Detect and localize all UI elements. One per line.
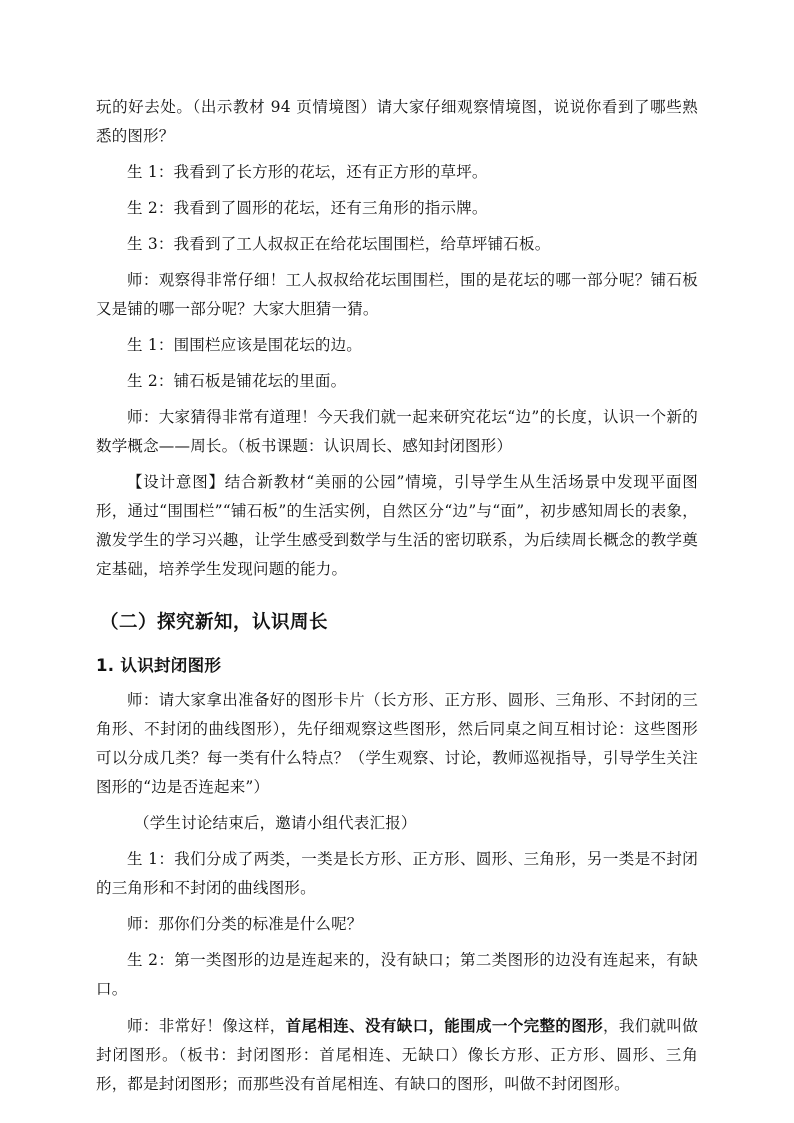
paragraph-teacher-cards: 师：请大家拿出准备好的图形卡片（长方形、正方形、圆形、三角形、不封闭的三角形、不封闭的曲线图形），先仔细观察这些图形，然后同桌之间互相讨论：这些图形可以分成几类？每一类有什么特点？（学生观察、讨论，教师巡视指导，引导学生关注图形的“边是否连起来”）	[96, 691, 698, 796]
paragraph-student-answer-1: 生 1：围围栏应该是围花坛的边。	[127, 336, 362, 354]
definition-bold-text: 首尾相连、没有缺口，能围成一个完整的图形	[285, 1016, 603, 1035]
paragraph-teacher-definition	[96, 1011, 698, 1099]
paragraph-teacher-question: 师：观察得非常仔细！工人叔叔给花坛围围栏，围的是花坛的哪一部分呢？铺石板又是铺的哪一部分呢？大家大胆猜一猜。	[96, 271, 698, 318]
subsection-heading: 1. 认识封闭图形	[96, 656, 222, 675]
paragraph-design-intent: 【设计意图】结合新教材“美丽的公园”情境，引导学生从生活场景中发现平面图形，通过“围围栏”“铺石板”的生活实例，自然区分“边”与“面”，初步感知周长的表象，激发学生的学习兴趣，让学生感受到数学与生活的密切联系，为后续周长概念的教学奠定基础，培养学生发现问题的能力。	[96, 473, 698, 578]
definition-text-end: ，我们就叫做封闭图形。（板书：封闭图形：首尾相连、无缺口）像长方形、正方形、圆形、三角形，都是封闭图形；而那些没有首尾相连、有缺口的图形，叫做不封闭图形。	[96, 1017, 698, 1093]
paragraph-intro: 玩的好去处。（出示教材 94 页情境图）请大家仔细观察情境图，说说你看到了哪些熟悉的图形？	[96, 98, 698, 145]
paragraph-student-classify: 生 1：我们分成了两类，一类是长方形、正方形、圆形、三角形，另一类是不封闭的三角形和不封闭的曲线图形。	[96, 850, 698, 897]
paragraph-student-3: 生 3：我看到了工人叔叔正在给花坛围围栏，给草坪铺石板。	[127, 235, 551, 253]
section-heading: （二）探究新知，认识周长	[100, 612, 329, 633]
paragraph-teacher-standard: 师：那你们分类的标准是什么呢？	[127, 915, 363, 933]
definition-text-start: 师：非常好！像这样，	[127, 1017, 286, 1035]
paragraph-group-report: （学生讨论结束后，邀请小组代表汇报）	[134, 814, 417, 832]
paragraph-student-2: 生 2：我看到了圆形的花坛，还有三角形的指示牌。	[127, 199, 488, 217]
paragraph-student-answer-2: 生 2：铺石板是铺花坛的里面。	[127, 372, 347, 390]
paragraph-student-standard: 生 2：第一类图形的边是连起来的，没有缺口；第二类图形的边没有连起来，有缺口。	[96, 951, 698, 998]
paragraph-teacher-intro-topic: 师：大家猜得非常有道理！今天我们就一起来研究花坛“边”的长度，认识一个新的数学概念——周长。（板书课题：认识周长、感知封闭图形）	[96, 408, 698, 455]
paragraph-student-1: 生 1：我看到了长方形的花坛，还有正方形的草坪。	[127, 163, 488, 181]
